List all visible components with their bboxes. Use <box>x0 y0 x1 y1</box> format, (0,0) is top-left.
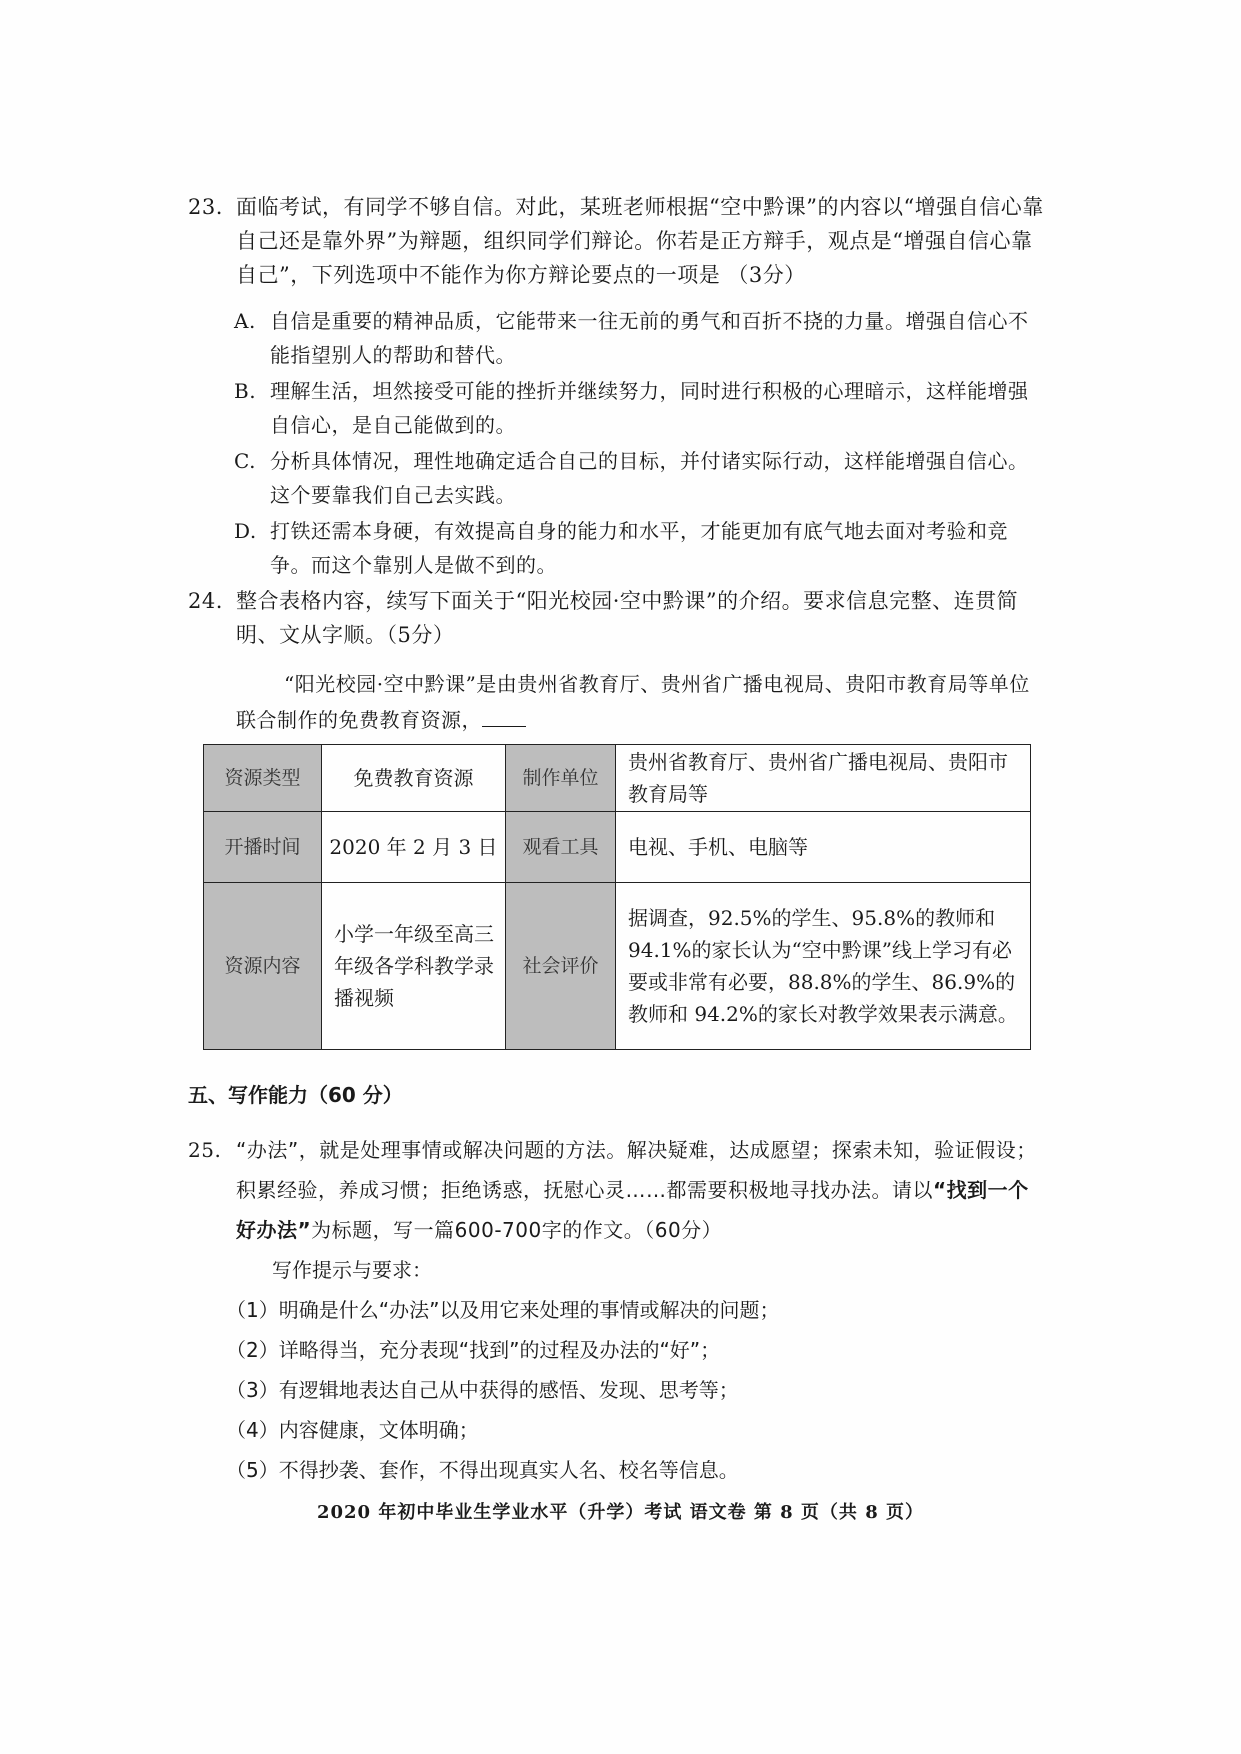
table-header-cell: 社会评价 <box>506 883 616 1050</box>
question-23 <box>188 190 1048 292</box>
table-cell: 小学一年级至高三年级各学科教学录播视频 <box>322 883 506 1050</box>
question-number: 23. <box>188 195 223 219</box>
table-cell: 贵州省教育厅、贵州省广播电视局、贵阳市教育局等 <box>616 745 1031 812</box>
table-header-cell: 制作单位 <box>506 745 616 812</box>
option-label: B. <box>234 379 257 403</box>
question-25 <box>188 1130 1048 1250</box>
writing-requirements <box>226 1250 1046 1490</box>
requirements-heading: 写作提示与要求： <box>272 1258 432 1282</box>
answer-blank <box>482 708 526 727</box>
option-b <box>234 374 1044 442</box>
table-row <box>204 883 1031 1050</box>
requirement-item: （3）有逻辑地表达自己从中获得的感悟、发现、思考等； <box>226 1378 739 1402</box>
table-cell: 2020 年 2 月 3 日 <box>322 812 506 883</box>
page-footer: 2020 年初中毕业生学业水平（升学）考试 语文卷 第 8 页（共 8 页） <box>316 1502 924 1523</box>
option-label: C. <box>234 449 256 473</box>
table-header-cell: 观看工具 <box>506 812 616 883</box>
essay-title: “找到一个好办法” <box>236 1178 1029 1242</box>
question-number: 24. <box>188 589 223 613</box>
option-text: 理解生活，坦然接受可能的挫折并继续努力，同时进行积极的心理暗示，这样能增强自信心，是自己能做到的。 <box>270 379 1029 437</box>
option-d <box>234 514 1044 582</box>
requirement-item: （2）详略得当，充分表现“找到”的过程及办法的“好”； <box>226 1338 721 1362</box>
option-text: 分析具体情况，理性地确定适合自己的目标，并付诸实际行动，这样能增强自信心。这个要靠我们自己去实践。 <box>270 449 1029 507</box>
option-a <box>234 304 1044 372</box>
table-row <box>204 812 1031 883</box>
option-c <box>234 444 1044 512</box>
option-label: A. <box>234 309 256 333</box>
question-stem <box>236 1130 1048 1250</box>
requirement-item: （1）明确是什么“办法”以及用它来处理的事情或解决的问题； <box>226 1298 780 1322</box>
requirement-item: （5）不得抄袭、套作，不得出现真实人名、校名等信息。 <box>226 1458 739 1482</box>
option-label: D. <box>234 519 257 543</box>
info-table <box>203 744 1031 1050</box>
table-header-cell: 资源内容 <box>204 883 322 1050</box>
table-header-cell: 开播时间 <box>204 812 322 883</box>
option-text: 自信是重要的精神品质，它能带来一往无前的勇气和百折不挠的力量。增强自信心不能指望别人的帮助和替代。 <box>270 309 1029 367</box>
section-heading: 五、写作能力（60 分） <box>188 1083 403 1107</box>
question-stem: 面临考试，有同学不够自信。对此，某班老师根据“空中黔课”的内容以“增强自信心靠自己还是靠外界”为辩题，组织同学们辩论。你若是正方辩手，观点是“增强自信心靠自己”，下列选项中不能作为你方辩论要点的一项是 （3分） <box>236 195 1044 287</box>
question-stem: 整合表格内容，续写下面关于“阳光校园·空中黔课”的介绍。要求信息完整、连贯简明、文从字顺。（5分） <box>236 589 1019 647</box>
question-number: 25. <box>188 1138 222 1162</box>
requirement-item: （4）内容健康，文体明确； <box>226 1418 479 1442</box>
table-cell: 据调查，92.5%的学生、95.8%的教师和 94.1%的家长认为“空中黔课”线上学习有必要或非常有必要，88.8%的学生、86.9%的教师和 94.2%的家长对教学效果表示满意。 <box>616 883 1031 1050</box>
intro-text: “阳光校园·空中黔课”是由贵州省教育厅、贵州省广播电视局、贵阳市教育局等单位联合制作的免费教育资源， <box>236 672 1030 732</box>
table-row <box>204 745 1031 812</box>
intro-paragraph <box>236 666 1036 738</box>
table-cell: 免费教育资源 <box>322 745 506 812</box>
stem-part-1: “办法”，就是处理事情或解决问题的方法。解决疑难，达成愿望；探索未知，验证假设；积累经验，养成习惯；拒绝诱惑，抚慰心灵……都需要积极地寻找办法。请以 <box>236 1138 1037 1202</box>
option-text: 打铁还需本身硬，有效提高自身的能力和水平，才能更加有底气地去面对考验和竞争。而这个靠别人是做不到的。 <box>270 519 1008 577</box>
question-24 <box>188 584 1048 652</box>
table-cell: 电视、手机、电脑等 <box>616 812 1031 883</box>
table-header-cell: 资源类型 <box>204 745 322 812</box>
stem-part-2: 为标题，写一篇600-700字的作文。（60分） <box>311 1218 723 1242</box>
